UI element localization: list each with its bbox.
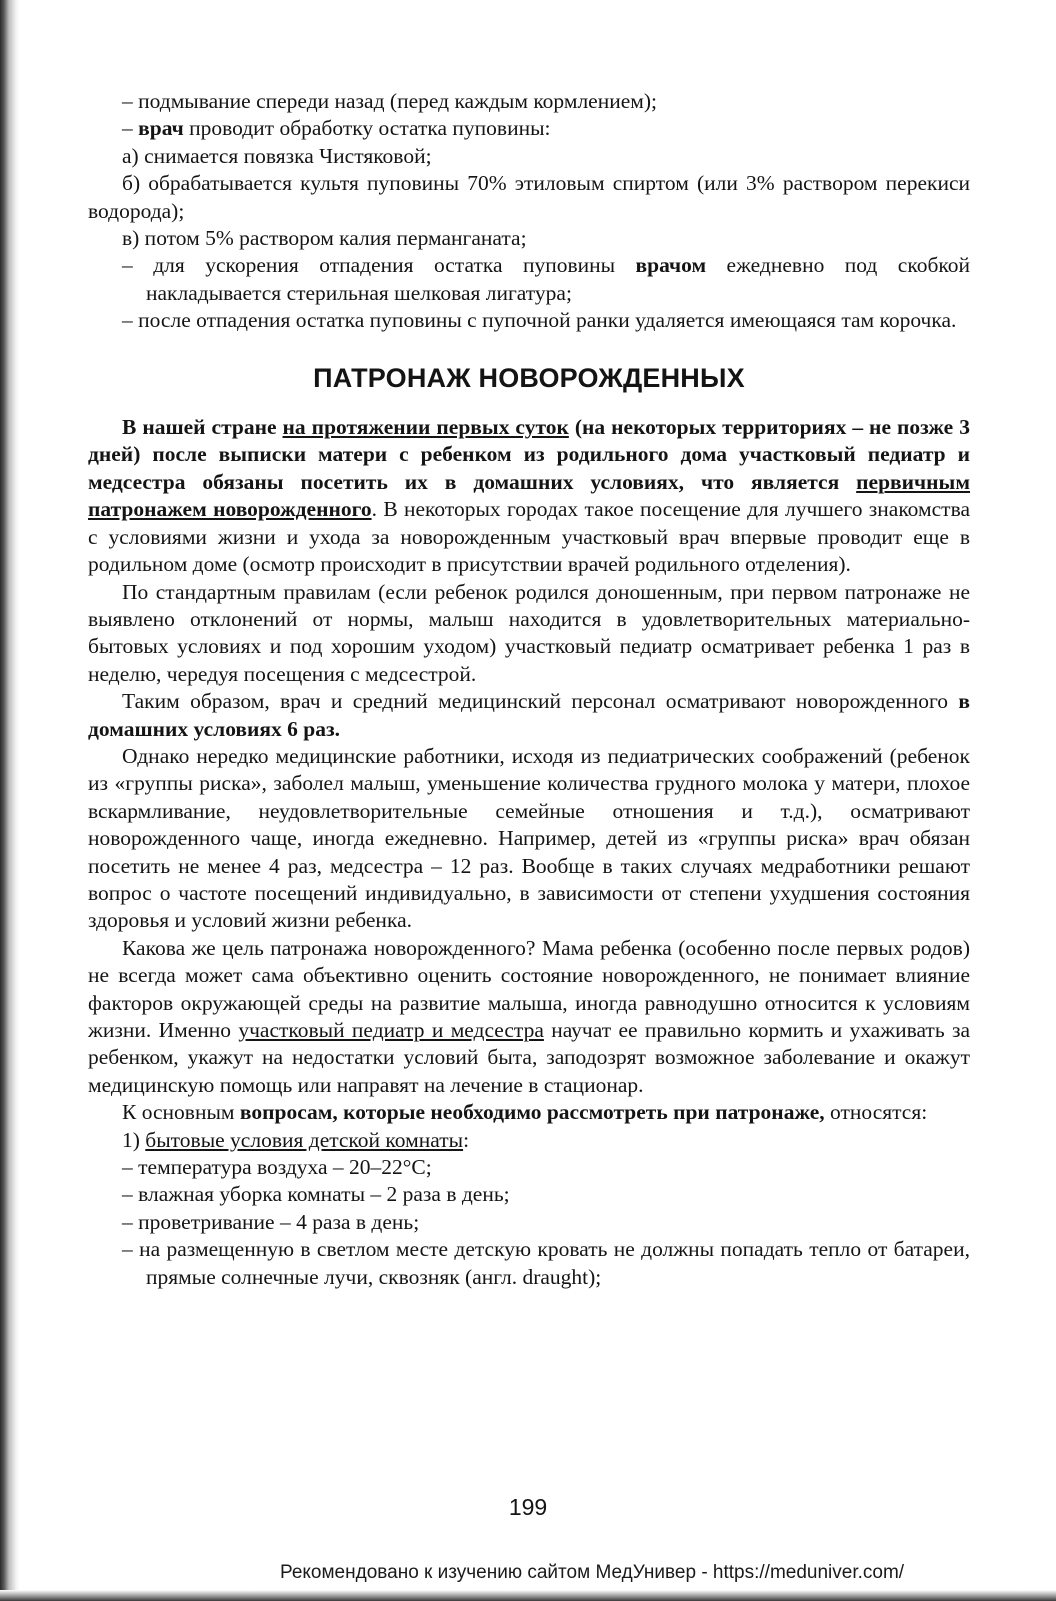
text-run: 1) <box>122 1127 146 1152</box>
list-item <box>88 143 970 170</box>
text-run: – проветривание – 4 раза в день; <box>122 1209 420 1234</box>
text-run: врач <box>138 116 184 141</box>
text-run: – <box>122 116 139 141</box>
paragraph <box>88 743 970 935</box>
footer-recommendation: Рекомендовано к изучению сайтом МедУнивер - https://meduniver.com/ <box>280 1562 905 1583</box>
page-content <box>88 88 970 1291</box>
paragraph <box>88 1099 970 1126</box>
text-run: – после отпадения остатка пуповины с пупочной ранки удаляется имеющаяся там корочка. <box>122 308 957 333</box>
list-item <box>88 252 970 307</box>
text-run: Какова же цель патронажа новорожденного? Мама ребенка (особенно после первых родов) не всегда может сама объективно оценить состояние новорожденного, не понимает влияние факторов окружающей среды на развитие малыша, иногда равнодушно относится к условиям жизни. Именно <box>88 935 970 1042</box>
text-run: (на некоторых территориях – не позже 3 дней) после выписки матери с ребенком из родильного дома участковый педиатр и медсестра обязаны посетить их в домашних условиях, что является <box>88 415 970 494</box>
text-run: на протяжении первых суток <box>282 415 569 440</box>
text-run: научат ее правильно кормить и ухаживать за ребенком, укажут на недостатки условий быта, заподозрят возможное заболевание и окажут медицинскую помощь или направят на лечение в стационар. <box>88 1018 970 1097</box>
text-run: врачом <box>635 253 707 278</box>
text-run: В нашей стране <box>122 415 283 440</box>
list-item <box>88 170 970 225</box>
paragraph <box>88 935 970 1099</box>
text-run: : <box>463 1127 470 1152</box>
scan-bottom-edge <box>0 1590 1056 1601</box>
paragraph <box>88 688 970 743</box>
text-run: – для ускорения отпадения остатка пуповины <box>122 253 636 278</box>
text-run: относятся: <box>824 1100 928 1125</box>
text-run: в) потом 5% раствором калия перманганата; <box>122 226 527 251</box>
list-item <box>88 88 970 115</box>
text-run: в домашних условиях 6 раз. <box>88 689 970 741</box>
list-item <box>88 1209 970 1236</box>
text-run: . В некоторых городах такое посещение для лучшего знакомства с условиями жизни и ухода за новорожденным участковый врач впервые проводит еще в родильном доме (осмотр происходит в присутствии врачей родильного отделения). <box>88 497 970 577</box>
text-run: К основным <box>122 1100 240 1125</box>
section-heading: ПАТРОНАЖ НОВОРОЖДЕННЫХ <box>313 362 745 393</box>
list-item <box>88 1236 970 1291</box>
text-run: вопросам, которые необходимо рассмотреть при патронаже, <box>239 1100 825 1125</box>
text-run: первичным патронажем новорожденного <box>88 469 970 522</box>
text-run: б) обрабатывается культя пуповины 70% этиловым спиртом (или 3% раствором перекиси водорода); <box>88 171 970 223</box>
text-run: а) снимается повязка Чистяковой; <box>122 143 432 168</box>
list-item <box>88 225 970 252</box>
text-run: – подмывание спереди назад (перед каждым кормлением); <box>122 89 658 113</box>
paragraph <box>88 579 970 689</box>
list-item <box>88 1154 970 1181</box>
paragraph <box>88 414 970 578</box>
text-run: Таким образом, врач и средний медицинский персонал осматривают новорожденного <box>122 689 959 714</box>
text-run: По стандартным правилам (если ребенок родился доношенным, при первом патронаже не выявлено отклонений от нормы, малыш находится в удовлетворительных материально-бытовых условиях и под хорошим уходом) участковый педиатр осматривает ребенка 1 раз в неделю, чередуя посещения с медсестрой. <box>88 579 970 686</box>
text-run: участковый педиатр и медсестра <box>238 1018 544 1042</box>
text-run: ежедневно под скобкой накладывается стерильная шелковая лигатура; <box>146 253 970 305</box>
page-number: 199 <box>508 1494 548 1520</box>
list-item <box>88 1127 970 1154</box>
intro-list <box>88 88 970 335</box>
text-run: Однако нередко медицинские работники, исходя из педиатрических соображений (ребенок из «группы риска», заболел малыш, уменьшение количества грудного молока у матери, плохое вскармливание, неудовлетворительные семейные отношения и т.д.), осматривают новорожденного чаще, иногда ежедневно. Например, детей из «группы риска» врач обязан посетить не менее 4 раз, медсестра – 12 раз. Вообще в таких случаях медработники решают вопрос о частоте посещений индивидуально, в зависимости от степени ухудшения состояния здоровья и условий жизни ребенка. <box>88 743 970 933</box>
text-run: – влажная уборка комнаты – 2 раза в день; <box>122 1182 510 1207</box>
list-item <box>88 115 970 142</box>
scan-left-edge <box>0 0 20 1601</box>
list-item <box>88 1181 970 1208</box>
text-run: – на размещенную в светлом месте детскую кровать не должны попадать тепло от батареи, прямые солнечные лучи, сквозняк (англ. draught); <box>122 1237 970 1289</box>
text-run: бытовые условия детской комнаты <box>145 1127 464 1152</box>
body-text <box>88 414 970 1127</box>
home-conditions-list <box>88 1127 970 1291</box>
text-run: – температура воздуха – 20–22°С; <box>122 1155 432 1180</box>
text-run: проводит обработку остатка пуповины: <box>183 116 551 141</box>
list-item <box>88 307 970 334</box>
